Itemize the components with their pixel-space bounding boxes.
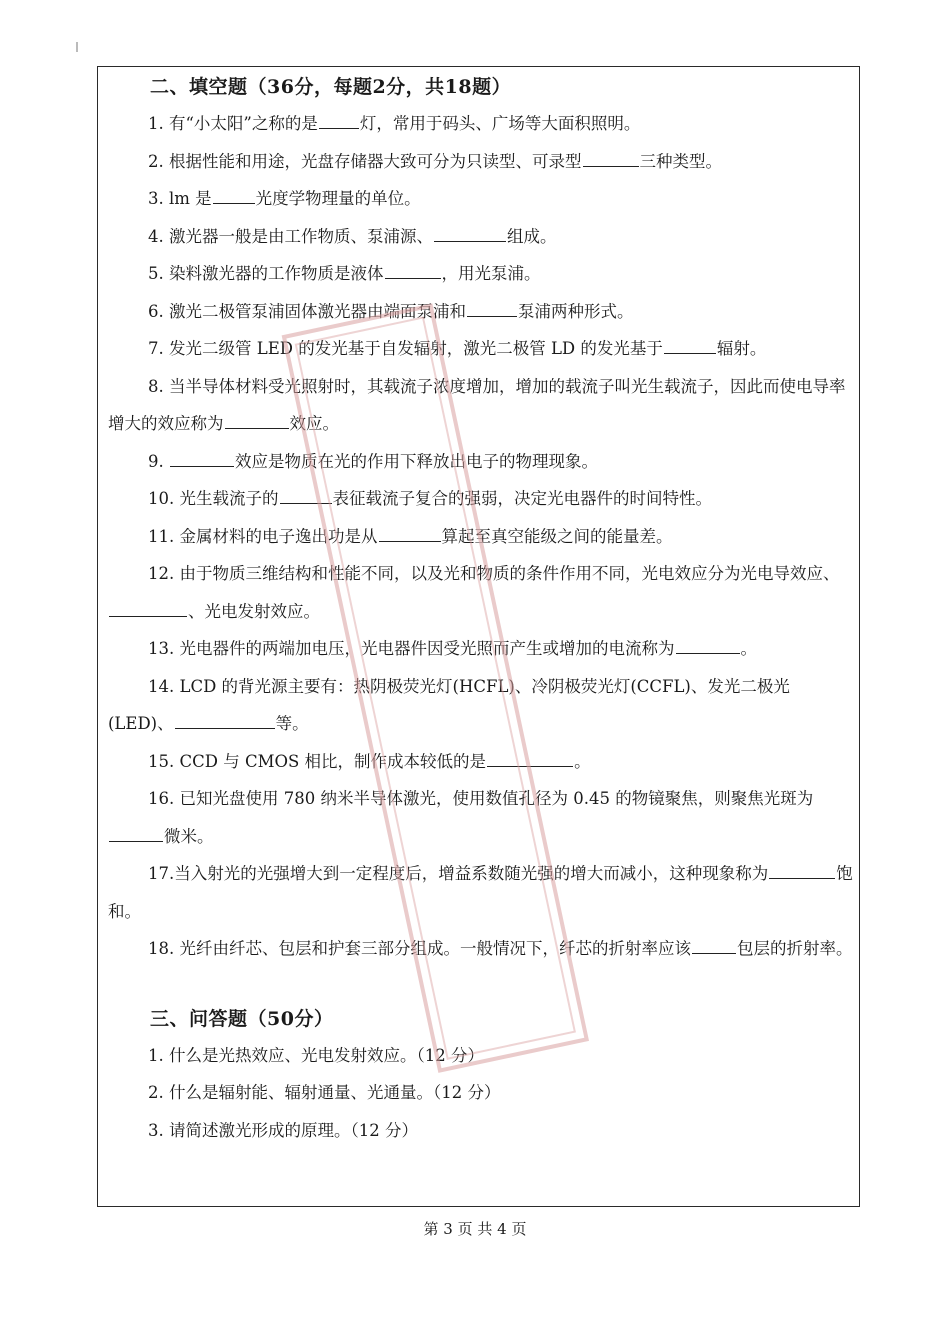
question-6 — [108, 293, 853, 331]
page-footer: 第 3 页 共 4 页 — [423, 1220, 527, 1238]
question-3 — [108, 180, 853, 218]
question-text: 辐射。 — [716, 339, 767, 358]
answer-blank — [225, 412, 289, 430]
answer-blank — [175, 712, 275, 730]
question-14 — [108, 668, 853, 743]
answer-blank — [583, 149, 639, 167]
question-16 — [108, 780, 853, 855]
question-text: 5. 染料激光器的工作物质是液体 — [148, 264, 384, 283]
answer-blank — [385, 262, 441, 280]
question-text: 16. 已知光盘使用 780 纳米半导体激光，使用数值孔径为 0.45 的物镜聚焦，则聚焦光斑为 — [148, 789, 814, 808]
question-text: 三种类型。 — [639, 151, 722, 171]
question-text: 效应是物质在光的作用下释放出电子的物理现象。 — [235, 451, 598, 471]
question-text: 组成。 — [507, 226, 557, 246]
question-text: 6. 激光二极管泵浦固体激光器由端面泵浦和 — [148, 301, 466, 321]
question-8 — [108, 368, 853, 443]
question-text: 泵浦两种形式。 — [518, 301, 634, 321]
qa-question-2: 2. 什么是辐射能、辐射通量、光通量。（12 分） — [148, 1083, 501, 1102]
question-text: 包层的折射率。 — [737, 939, 853, 958]
section-2-title: 二、填空题（36分，每题2分，共18题） — [150, 76, 512, 98]
answer-blank — [170, 449, 234, 467]
question-text: 。 — [740, 639, 757, 658]
question-text: 2. 根据性能和用途，光盘存储器大致可分为只读型、可录型 — [148, 151, 582, 171]
question-text: 1. 有“小太阳”之称的是 — [148, 114, 318, 133]
answer-blank — [676, 637, 740, 655]
question-text: 4. 激光器一般是由工作物质、泵浦源、 — [148, 226, 433, 246]
answer-blank — [467, 299, 517, 317]
question-17 — [108, 855, 853, 930]
question-text: 9. — [148, 451, 169, 471]
qa-question-1: 1. 什么是光热效应、光电发射效应。（12 分） — [148, 1045, 484, 1065]
answer-blank — [109, 824, 163, 842]
question-text: 17.当入射光的光强增大到一定程度后，增益系数随光强的增大而减小，这种现象称为 — [148, 864, 769, 883]
answer-blank — [213, 187, 255, 205]
question-text: 12. 由于物质三维结构和性能不同，以及光和物质的条件作用不同，光电效应分为光电导效应、 — [148, 564, 840, 583]
question-text: 10. 光生载流子的 — [148, 489, 279, 508]
question-text: ，用光泵浦。 — [441, 264, 541, 283]
question-text: 3. lm 是 — [148, 189, 212, 208]
question-7 — [108, 330, 853, 368]
question-18 — [108, 930, 853, 968]
answer-blank — [434, 224, 506, 242]
question-text: 微米。 — [164, 826, 214, 846]
answer-blank — [487, 749, 573, 767]
qa-question-3: 3. 请简述激光形成的原理。（12 分） — [148, 1120, 418, 1140]
question-text: 15. CCD 与 CMOS 相比，制作成本较低的是 — [148, 751, 487, 771]
question-text: 11. 金属材料的电子逸出功是从 — [148, 526, 378, 546]
question-text: 14. LCD 的背光源主要有：热阴极荧光灯(HCFL)、冷阴极荧光灯(CCFL)、发光二极光(LED)、 — [108, 676, 790, 733]
question-11 — [108, 518, 853, 556]
question-text: 13. 光电器件的两端加电压，光电器件因受光照而产生或增加的电流称为 — [148, 639, 675, 658]
qa-list — [108, 1037, 853, 1150]
question-text: 表征载流子复合的强弱，决定光电器件的时间特性。 — [332, 489, 712, 508]
question-5 — [108, 255, 853, 293]
answer-blank — [692, 937, 736, 955]
answer-blank — [664, 337, 716, 355]
answer-blank — [319, 112, 359, 130]
question-9 — [108, 443, 853, 481]
answer-blank — [379, 524, 441, 542]
question-text: 、光电发射效应。 — [188, 601, 320, 621]
answer-blank — [280, 487, 332, 505]
section-spacer — [108, 968, 853, 1004]
fill-blank-list — [108, 105, 853, 968]
question-text: 8. 当半导体材料受光照射时，其载流子浓度增加，增加的载流子叫光生载流子，因此而使电导率增大的效应称为 — [108, 376, 846, 433]
answer-blank — [769, 862, 835, 880]
question-text: 灯，常用于码头、广场等大面积照明。 — [359, 114, 641, 133]
scan-mark — [76, 42, 78, 52]
question-12 — [108, 555, 853, 630]
question-text: 效应。 — [289, 414, 339, 433]
question-1 — [108, 105, 853, 143]
answer-blank — [109, 599, 187, 617]
question-13 — [108, 630, 853, 668]
question-10 — [108, 480, 853, 518]
question-text: 等。 — [275, 714, 309, 733]
question-text: 7. 发光二级管 LED 的发光基于自发辐射，激光二极管 LD 的发光基于 — [148, 339, 663, 358]
exam-content — [108, 72, 853, 1149]
question-4 — [108, 218, 853, 256]
question-text: 18. 光纤由纤芯、包层和护套三部分组成。一般情况下，纤芯的折射率应该 — [148, 939, 691, 958]
question-text: 饱和。 — [108, 864, 853, 921]
section-3-title: 三、问答题（50分） — [150, 1007, 334, 1030]
question-text: 算起至真空能级之间的能量差。 — [441, 526, 673, 546]
question-15 — [108, 743, 853, 781]
question-text: 。 — [574, 751, 591, 771]
question-text: 光度学物理量的单位。 — [255, 189, 421, 208]
question-2 — [108, 143, 853, 181]
